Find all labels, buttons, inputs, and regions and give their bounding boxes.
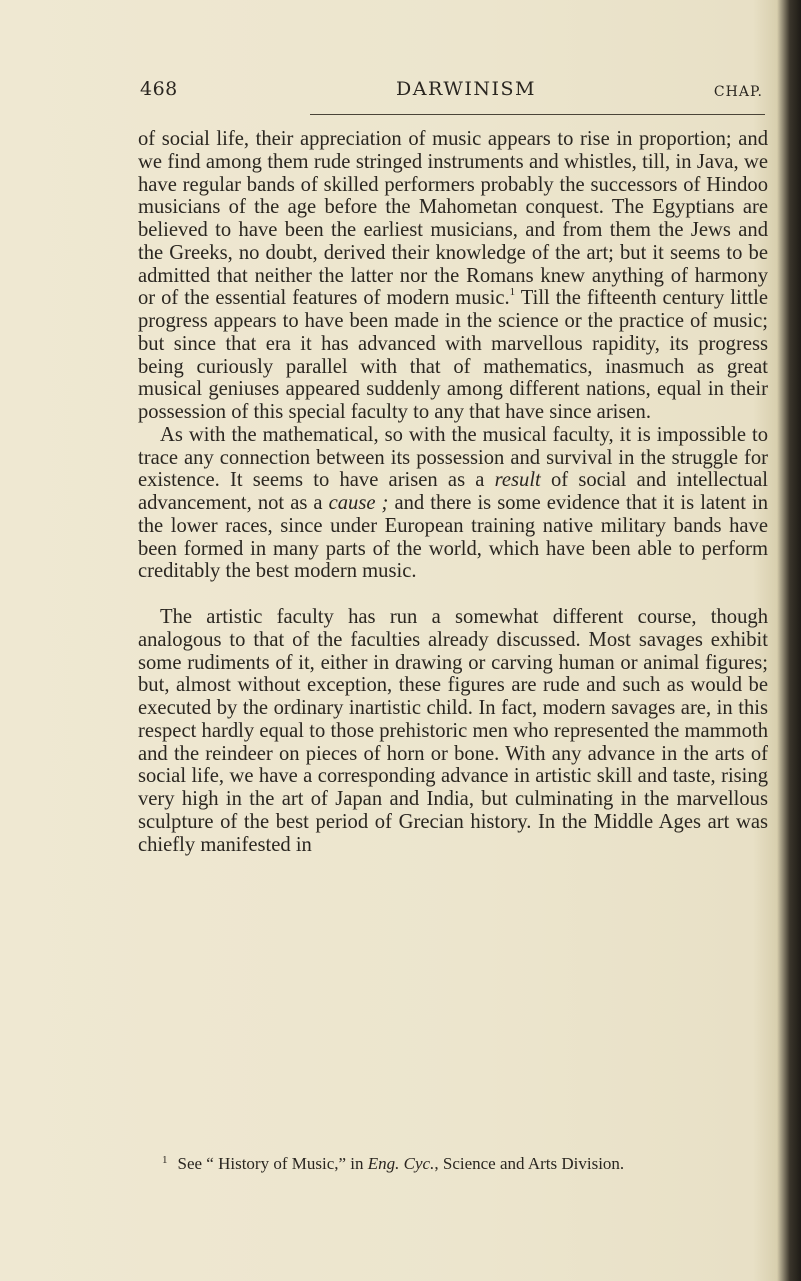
footnote-reference: 1 [509,286,516,299]
emphasis: cause ; [328,492,389,514]
chapter-mark: CHAP. [713,84,763,100]
footnote-text: See “ History of Music,” in [177,1154,368,1173]
paragraph [138,424,768,583]
footnote [162,1154,772,1174]
emphasis: Eng. Cyc. [367,1154,435,1173]
paragraph: The artistic faculty has run a somewhat different course, though analogous to that of the faculties already discussed. Most savages exhibit some rudiments of it, either in drawing or carving human or animal figures; but, almost without exception, these figures are rude and such as would be executed by the ordinary inartistic child. In fact, modern savages are, in this respect hardly equal to those prehistoric men who represented the mammoth and the reindeer on pieces of horn or bone. With any advance in the arts of social life, we have a corresponding advance in artistic skill and taste, rising very high in the art of Japan and India, but culminating in the marvellous sculpture of the best period of Grecian history. In the Middle Ages art was chiefly manifested in [138,606,768,856]
paragraph [138,128,768,424]
paragraph-text: Till the fifteenth century little progress appears to have been made in the science or the practice of music; but since that era it has advanced with marvellous rapidity, its progress being curiously parallel with that of mathematics, inasmuch as great musical geniuses appeared suddenly among different nations, equal in their possession of this special faculty to any that have since arisen. [138,287,768,423]
paragraph-text: As with the mathematical, so with the musical faculty, it is impossible to trace any connection between its possession and survival in the struggle for existence. It seems to have arisen as a [138,423,768,492]
paragraph-text: of social life, their appreciation of music appears to rise in proportion; and we find among them rude stringed instruments and whistles, till, in Java, we have regular bands of skilled performers probably the successors of Hindoo musicians of the age before the Mahometan conquest. The Egyptians are believed to have been the earliest musicians, and from them the Jews and the Greeks, no doubt, derived their knowledge of the art; but it seems to be admitted that neither the latter nor the Romans knew anything of harmony or of the essential features of modern music. [138,128,768,310]
emphasis: result [494,469,541,492]
paragraph-text: of social and intellectual advancement, not as a [138,469,768,514]
paragraph-text: and there is some evidence that it is latent in the lower races, since under European training native military bands have been formed in many parts of the world, which have been able to perform creditably the best modern music. [138,492,769,583]
page-header [140,78,765,108]
footnote-text: , Science and Arts Division. [434,1154,625,1173]
body-text [138,128,768,856]
header-rule [310,114,765,115]
running-head: DARWINISM [396,78,536,100]
footnote-marker: 1 [162,1154,168,1166]
page-number: 468 [140,78,178,100]
